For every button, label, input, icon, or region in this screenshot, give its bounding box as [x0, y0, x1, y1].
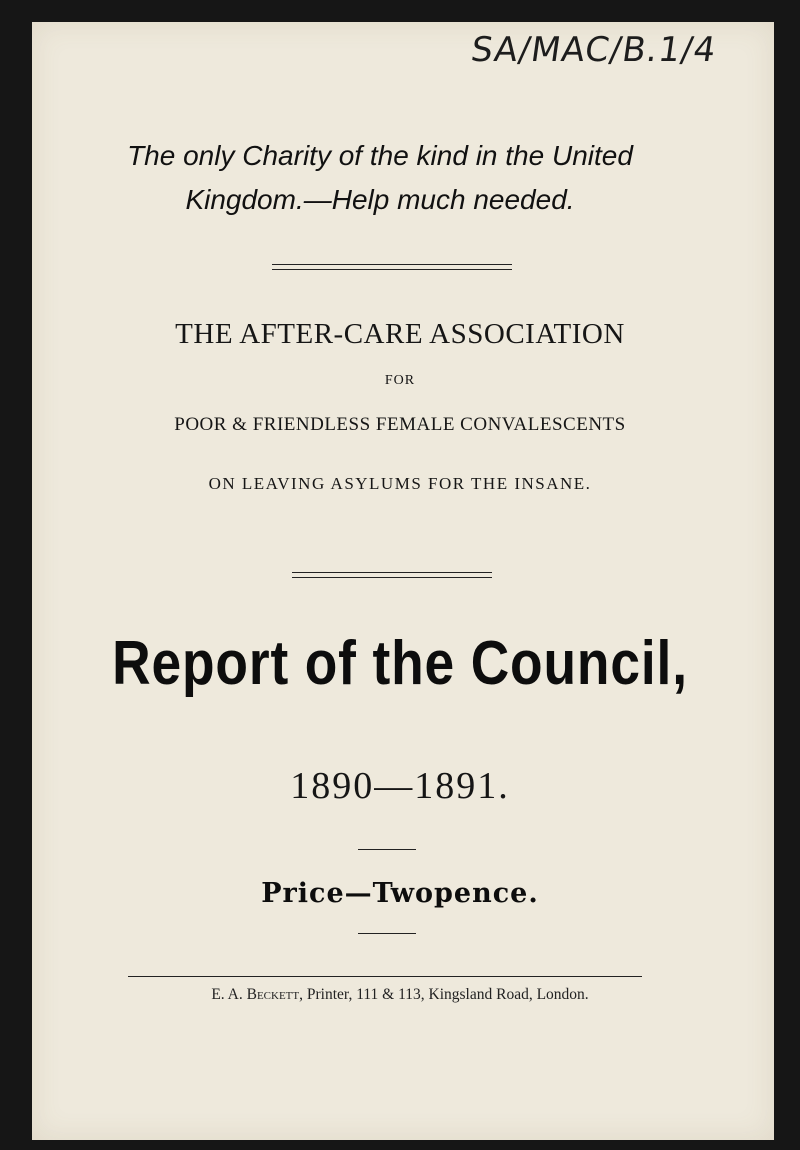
printer-name: E. A. Beckett,: [211, 986, 303, 1003]
printer-address: Printer, 111 & 113, Kingsland Road, London.: [303, 986, 589, 1003]
circumstance-line: ON LEAVING ASYLUMS FOR THE INSANE.: [208, 474, 592, 493]
divider-top: [272, 264, 512, 270]
divider-middle: [292, 572, 492, 578]
for-label: FOR: [384, 373, 416, 388]
tagline: The only Charity of the kind in the United Kingdom.—Help much needed.: [127, 140, 633, 215]
handwritten-shelfmark: SA/MAC/B.1/4: [468, 30, 720, 70]
report-years: 1890—1891.: [290, 765, 510, 807]
report-title: Report of the Council,: [112, 629, 688, 698]
beneficiaries-line: POOR & FRIENDLESS FEMALE CONVALESCENTS: [174, 414, 626, 435]
divider-short-lower: [358, 933, 416, 934]
price-line: Price—Twopence.: [261, 878, 539, 909]
printer-imprint: [60, 986, 740, 1004]
divider-short-upper: [358, 849, 416, 850]
divider-imprint: [128, 976, 642, 977]
association-name: THE AFTER-CARE ASSOCIATION: [175, 318, 625, 350]
